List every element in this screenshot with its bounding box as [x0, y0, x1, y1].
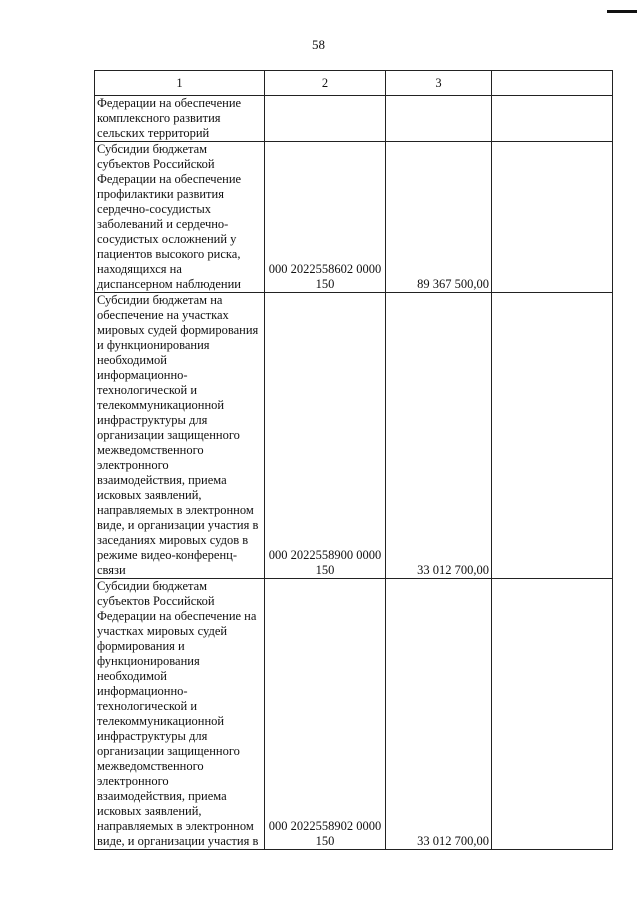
row-extra: [492, 142, 613, 293]
row-description: [95, 142, 265, 293]
corner-mark: [607, 10, 637, 13]
description-line: Субсидии бюджетам: [97, 142, 208, 156]
description-line: электронного: [97, 774, 169, 788]
description-line: межведомственного: [97, 759, 204, 773]
row-amount: 89 367 500,00: [386, 142, 492, 293]
description-line: организации защищенного: [97, 428, 240, 442]
row-description: [95, 579, 265, 850]
description-line: необходимой: [97, 353, 167, 367]
description-line: сельских территорий: [97, 126, 210, 140]
description-line: комплексного развития: [97, 111, 221, 125]
table-row: [95, 579, 613, 850]
description-line: функционирования: [97, 654, 200, 668]
description-line: сердечно-сосудистых: [97, 202, 211, 216]
description-line: технологической и: [97, 699, 198, 713]
description-line: Субсидии бюджетам: [97, 579, 208, 593]
description-line: находящихся на: [97, 262, 182, 276]
column-header-3: 3: [386, 71, 492, 96]
description-line: субъектов Российской: [97, 594, 215, 608]
description-line: формирования и: [97, 639, 185, 653]
row-extra: [492, 96, 613, 142]
row-budget-code: 000 2022558602 0000 150: [265, 142, 386, 293]
row-description: [95, 96, 265, 142]
description-line: обеспечение на участках: [97, 308, 229, 322]
description-line: исковых заявлений,: [97, 488, 202, 502]
description-line: Федерации на обеспечение: [97, 172, 242, 186]
column-header-4: [492, 71, 613, 96]
description-line: организации защищенного: [97, 744, 240, 758]
description-line: электронного: [97, 458, 169, 472]
description-line: направляемых в электронном: [97, 819, 254, 833]
description-line: виде, и организации участия в: [97, 834, 259, 848]
description-line: телекоммуникационной: [97, 398, 225, 412]
column-header-2: 2: [265, 71, 386, 96]
budget-table: [94, 70, 613, 850]
description-line: виде, и организации участия в: [97, 518, 259, 532]
row-budget-code: [265, 96, 386, 142]
table-row: [95, 142, 613, 293]
description-line: субъектов Российской: [97, 157, 215, 171]
row-budget-code: 000 2022558900 0000 150: [265, 293, 386, 579]
description-line: инфраструктуры для: [97, 729, 208, 743]
table-body: [95, 96, 613, 850]
row-extra: [492, 293, 613, 579]
column-header-1: 1: [95, 71, 265, 96]
description-line: участках мировых судей: [97, 624, 228, 638]
description-line: направляемых в электронном: [97, 503, 254, 517]
description-line: телекоммуникационной: [97, 714, 225, 728]
table-row: [95, 96, 613, 142]
description-line: Федерации на обеспечение: [97, 96, 242, 110]
description-line: Субсидии бюджетам на: [97, 293, 223, 307]
description-line: режиме видео-конференц-: [97, 548, 237, 562]
row-description: [95, 293, 265, 579]
description-line: мировых судей формирования: [97, 323, 259, 337]
description-line: технологической и: [97, 383, 198, 397]
row-amount: 33 012 700,00: [386, 293, 492, 579]
description-line: профилактики развития: [97, 187, 224, 201]
table-row: [95, 293, 613, 579]
description-line: исковых заявлений,: [97, 804, 202, 818]
table-header-row: [95, 71, 613, 96]
description-line: взаимодействия, приема: [97, 789, 227, 803]
description-line: пациентов высокого риска,: [97, 247, 241, 261]
description-line: заседаниях мировых судов в: [97, 533, 249, 547]
description-line: информационно-: [97, 684, 188, 698]
description-line: инфраструктуры для: [97, 413, 208, 427]
description-line: Федерации на обеспечение на: [97, 609, 257, 623]
description-line: информационно-: [97, 368, 188, 382]
row-budget-code: 000 2022558902 0000 150: [265, 579, 386, 850]
description-line: диспансерном наблюдении: [97, 277, 241, 291]
description-line: и функционирования: [97, 338, 210, 352]
description-line: взаимодействия, приема: [97, 473, 227, 487]
page-number: 58: [312, 37, 325, 52]
description-line: необходимой: [97, 669, 167, 683]
row-extra: [492, 579, 613, 850]
description-line: заболеваний и сердечно-: [97, 217, 229, 231]
row-amount: 33 012 700,00: [386, 579, 492, 850]
row-amount: [386, 96, 492, 142]
description-line: сосудистых осложнений у: [97, 232, 237, 246]
description-line: межведомственного: [97, 443, 204, 457]
description-line: связи: [97, 563, 126, 577]
